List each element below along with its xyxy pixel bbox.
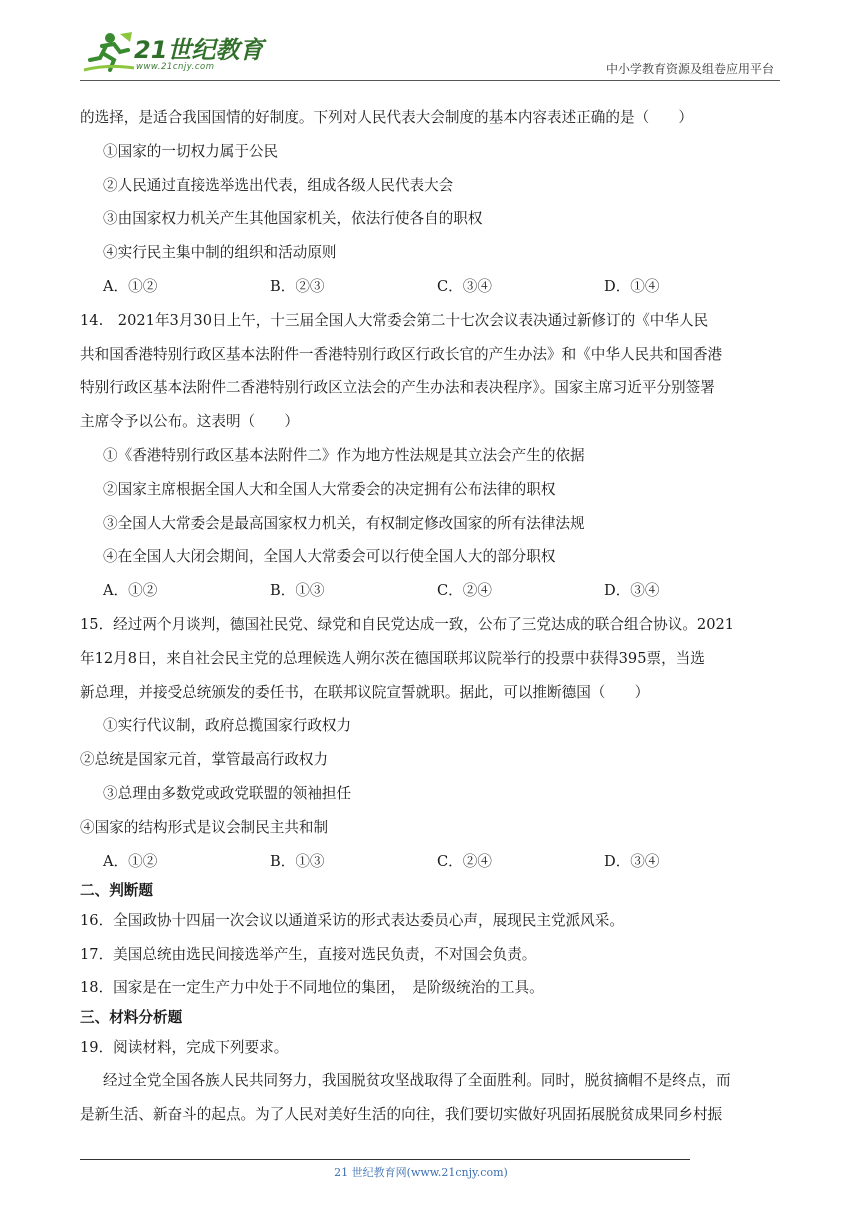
q15-option-c[interactable]: C．②④ [437, 852, 492, 870]
q14-option-a[interactable]: A．①② [103, 582, 158, 600]
material-line-1: 经过全党全国各族人民共同努力，我国脱贫攻坚战取得了全面胜利。同时，脱贫摘帽不是终点，而 [103, 1072, 731, 1090]
logo-title: 21世纪教育 [134, 36, 264, 64]
q14-option-c[interactable]: C．②④ [437, 582, 492, 600]
q14-item-4: ④在全国人大闭会期间，全国人大常委会可以行使全国人大的部分职权 [103, 548, 556, 566]
section-2-title: 二、判断题 [80, 882, 153, 900]
material-line-2: 是新生活、新奋斗的起点。为了人民对美好生活的向往，我们要切实做好巩固拓展脱贫成果同乡村振 [80, 1106, 723, 1124]
q13-stem: 的选择，是适合我国国情的好制度。下列对人民代表大会制度的基本内容表述正确的是（ ） [80, 109, 693, 126]
q14-stem-line-4: 主席令予以公布。这表明（ ） [80, 413, 299, 431]
q15-item-2: ②总统是国家元首，掌管最高行政权力 [80, 751, 329, 769]
q15-stem-line-1: 15．经过两个月谈判，德国社民党、绿党和自民党达成一致，公布了三党达成的联合组合协议。2021 [80, 615, 735, 633]
q14-item-1: ①《香港特别行政区基本法附件二》作为地方性法规是其立法会产生的依据 [103, 446, 585, 464]
q14-stem-line-3: 特别行政区基本法附件二香港特别行政区立法会的产生办法和表决程序》。国家主席习近平分别签署 [80, 379, 715, 397]
q19: 19．阅读材料，完成下列要求。 [80, 1038, 289, 1056]
q15-stem-line-2: 年12月8日，来自社会民主党的总理候选人朔尔茨在德国联邦议院举行的投票中获得395票，当选 [80, 649, 705, 667]
q14-item-3: ③全国人大常委会是最高国家权力机关，有权制定修改国家的所有法律法规 [103, 514, 585, 532]
q14-item-2: ②国家主席根据全国人大和全国人大常委会的决定拥有公布法律的职权 [103, 480, 556, 498]
q14-option-b[interactable]: B．①③ [270, 582, 325, 600]
q15-option-a[interactable]: A．①② [103, 852, 158, 870]
platform-name: 中小学教育资源及组卷应用平台 [605, 62, 774, 76]
q17: 17．美国总统由选民间接选举产生，直接对选民负责，不对国会负责。 [80, 945, 537, 963]
page-header [80, 24, 780, 80]
footer-divider [80, 1159, 690, 1160]
header-divider [80, 80, 780, 81]
q13-item-1: ①国家的一切权力属于公民 [103, 142, 279, 160]
q15-option-d[interactable]: D．③④ [604, 852, 660, 870]
runner-icon [80, 30, 136, 74]
footer-link[interactable]: 21 世纪教育网(www.21cnjy.com) [334, 1166, 508, 1179]
q15-option-b[interactable]: B．①③ [270, 852, 325, 870]
q13-item-4: ④实行民主集中制的组织和活动原则 [103, 244, 337, 262]
q15-item-1: ①实行代议制，政府总揽国家行政权力 [103, 717, 352, 735]
q13-option-b[interactable]: B．②③ [270, 277, 325, 295]
q13-option-a[interactable]: A．①② [103, 277, 158, 295]
site-logo[interactable] [80, 30, 280, 74]
q18: 18．国家是在一定生产力中处于不同地位的集团， 是阶级统治的工具。 [80, 979, 544, 997]
q15-stem-line-3: 新总理，并接受总统颁发的委任书，在联邦议院宣誓就职。据此，可以推断德国（ ） [80, 683, 650, 701]
section-3-title: 三、材料分析题 [80, 1008, 183, 1026]
q14-stem-line-1: 14. 2021年3月30日上午，十三届全国人大常委会第二十七次会议表决通过新修订的《中华人民 [80, 311, 709, 329]
q14-stem-line-2: 共和国香港特别行政区基本法附件一香港特别行政区行政长官的产生办法》和《中华人民共和国香港 [80, 345, 723, 363]
q13-options [80, 270, 780, 304]
q15-options [80, 845, 780, 879]
q14-option-d[interactable]: D．③④ [604, 582, 660, 600]
logo-url: www.21cnjy.com [136, 62, 215, 72]
q16: 16．全国政协十四届一次会议以通道采访的形式表达委员心声，展现民主党派风采。 [80, 912, 624, 930]
exam-content [80, 101, 780, 1132]
q13-option-c[interactable]: C．③④ [437, 277, 492, 295]
q13-item-3: ③由国家权力机关产生其他国家机关，依法行使各自的职权 [103, 210, 483, 228]
q15-item-3: ③总理由多数党或政党联盟的领袖担任 [103, 784, 352, 802]
q14-options [80, 574, 780, 608]
q15-item-4: ④国家的结构形式是议会制民主共和制 [80, 818, 329, 836]
q13-item-2: ②人民通过直接选举选出代表，组成各级人民代表大会 [103, 176, 454, 194]
q13-option-d[interactable]: D．①④ [604, 277, 660, 295]
